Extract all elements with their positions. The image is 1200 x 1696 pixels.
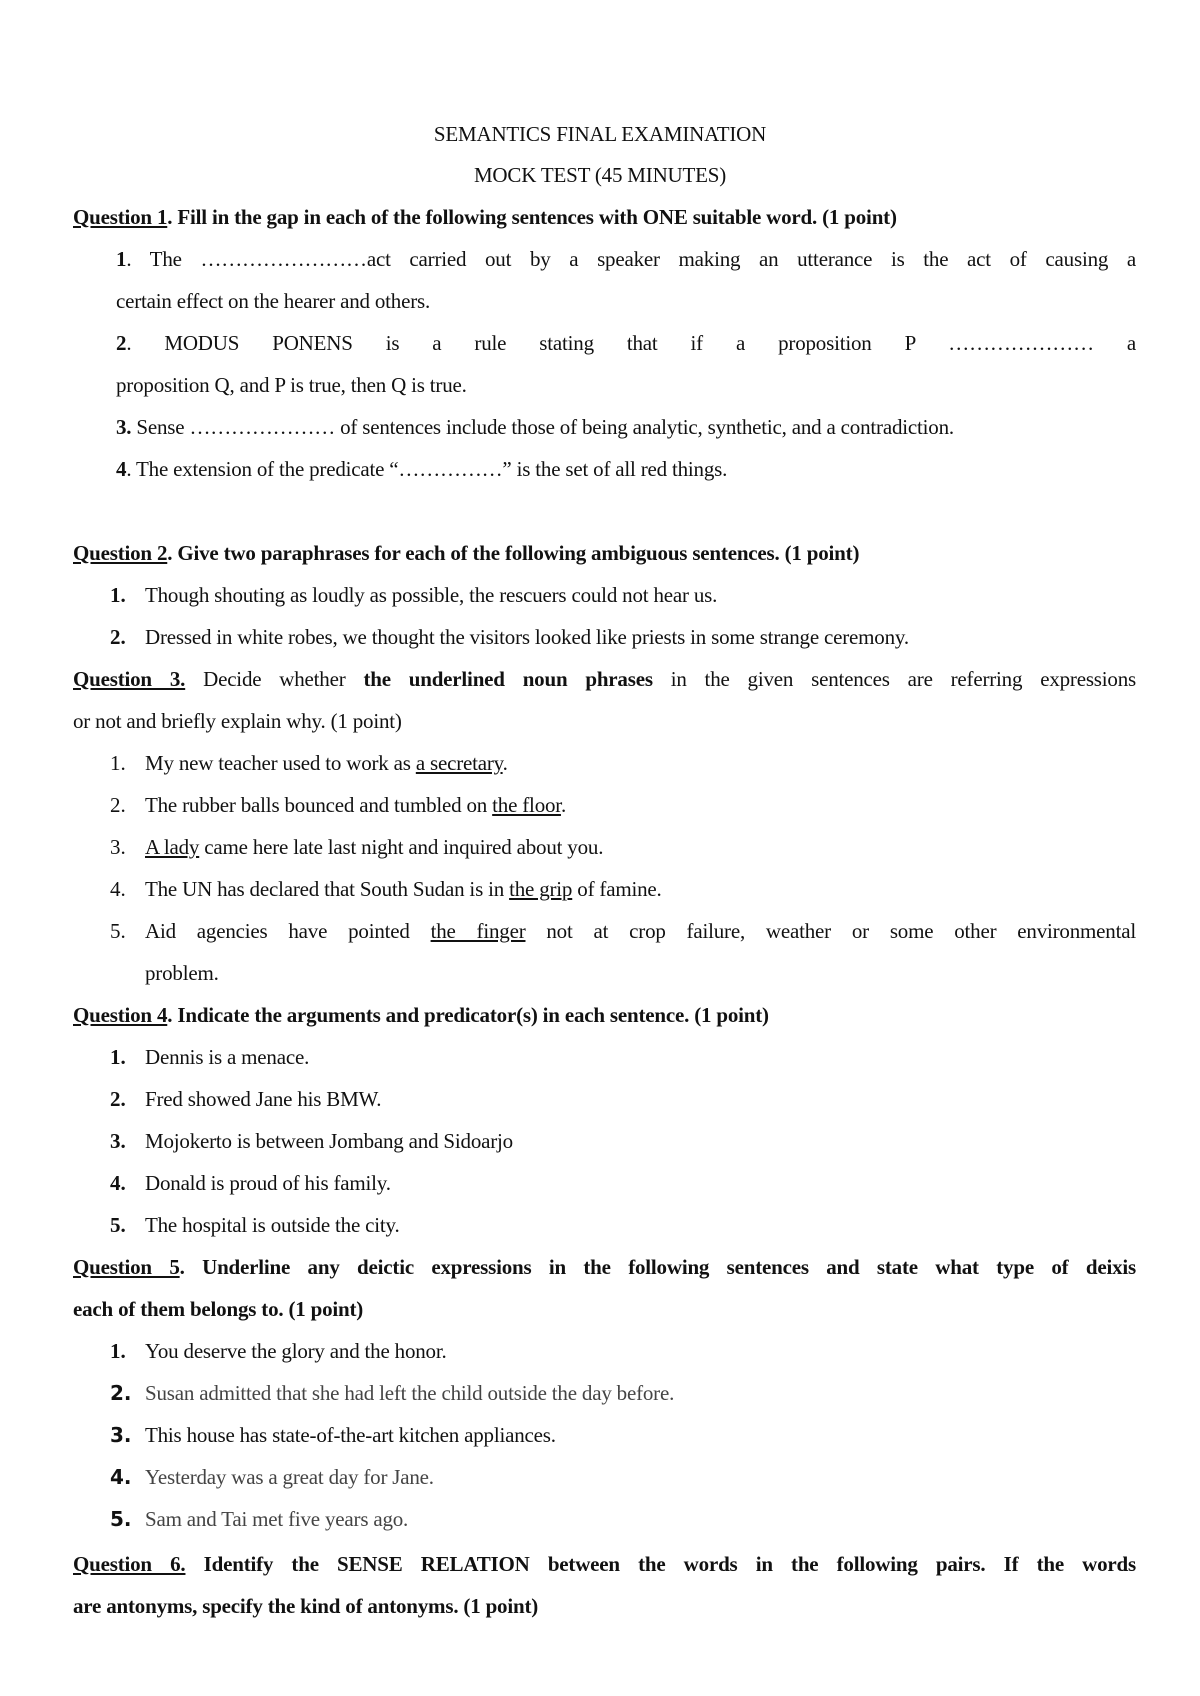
question-prompt: Identify the SENSE RELATION between the words in the following pairs. If the words xyxy=(185,1552,1136,1576)
list-item: The hospital is outside the city. xyxy=(145,1213,400,1237)
question-prompt-continuation: each of them belongs to. (1 point) xyxy=(73,1297,364,1321)
list-item: My new teacher used to work as a secretary. xyxy=(145,751,508,775)
question-prompt: . Underline any deictic expressions in the following sentences and state what type of deixis xyxy=(179,1255,1137,1279)
underlined-noun-phrase: the grip xyxy=(509,877,573,901)
list-item: Yesterday was a great day for Jane. xyxy=(145,1465,434,1489)
item-number: 1. xyxy=(110,1339,126,1363)
item-number: 3. xyxy=(110,1129,126,1153)
underlined-noun-phrase: the finger xyxy=(430,919,526,943)
question-prompt: . Indicate the arguments and predicator(s) in each sentence. (1 point) xyxy=(167,1003,769,1027)
question-prompt: Decide whether xyxy=(185,667,364,691)
item-number: 4 xyxy=(116,457,127,481)
list-item: The UN has declared that South Sudan is in the grip of famine. xyxy=(145,877,662,901)
question-label: Question 5 xyxy=(73,1255,180,1279)
item-number: 2. xyxy=(110,625,126,649)
list-item-continuation: proposition Q, and P is true, then Q is true. xyxy=(116,373,467,397)
underlined-noun-phrase: a secretary xyxy=(415,751,503,775)
list-item: You deserve the glory and the honor. xyxy=(145,1339,447,1363)
item-text: Sense ………………… of sentences include those of being analytic, synthetic, and a contradiction. xyxy=(131,415,954,439)
item-text: . The extension of the predicate “……………” is the set of all red things. xyxy=(126,457,728,481)
item-number: 1 xyxy=(116,247,127,271)
list-item: Donald is proud of his family. xyxy=(145,1171,391,1195)
page-subtitle: MOCK TEST (45 MINUTES) xyxy=(473,163,727,187)
question-3-heading xyxy=(73,665,1136,693)
item-number: 2. xyxy=(110,1381,132,1405)
list-item: Susan admitted that she had left the child outside the day before. xyxy=(145,1381,675,1405)
item-number: 3. xyxy=(110,1423,132,1447)
list-item: Aid agencies have pointed the finger not at crop failure, weather or some other environmental xyxy=(145,919,1136,943)
question-label: Question 1 xyxy=(73,205,168,229)
item-number: 2. xyxy=(110,793,126,817)
item-number: 3. xyxy=(110,835,126,859)
underlined-noun-phrase: A lady xyxy=(145,835,200,859)
item-number: 2. xyxy=(110,1087,126,1111)
item-number: 4. xyxy=(110,877,126,901)
question-1-heading xyxy=(73,203,897,231)
question-5-heading xyxy=(73,1253,1136,1281)
question-prompt-emphasis: the underlined noun phrases xyxy=(363,667,653,691)
item-number: 5. xyxy=(110,919,126,943)
item-number: 1. xyxy=(110,751,126,775)
list-item xyxy=(116,329,1136,357)
list-item: Sam and Tai met five years ago. xyxy=(145,1507,409,1531)
list-item xyxy=(116,413,954,441)
question-label: Question 3. xyxy=(73,667,186,691)
item-number: 5. xyxy=(110,1507,132,1531)
list-item: The rubber balls bounced and tumbled on the floor. xyxy=(145,793,566,817)
list-item-continuation: problem. xyxy=(145,961,219,985)
item-number: 5. xyxy=(110,1213,126,1237)
list-item: Mojokerto is between Jombang and Sidoarjo xyxy=(145,1129,513,1153)
item-number: 2 xyxy=(116,331,127,355)
question-prompt-continuation: or not and briefly explain why. (1 point) xyxy=(73,709,402,733)
list-item xyxy=(116,455,727,483)
underlined-noun-phrase: the floor xyxy=(492,793,561,817)
list-item: Fred showed Jane his BMW. xyxy=(145,1087,382,1111)
list-item: Dressed in white robes, we thought the visitors looked like priests in some strange ceremony. xyxy=(145,625,909,649)
item-number: 1. xyxy=(110,583,126,607)
item-number: 1. xyxy=(110,1045,126,1069)
question-label: Question 2 xyxy=(73,541,168,565)
item-number: 3. xyxy=(116,415,132,439)
list-item: A lady came here late last night and inquired about you. xyxy=(145,835,604,859)
question-prompt-continuation: are antonyms, specify the kind of antonyms. (1 point) xyxy=(73,1594,539,1618)
question-prompt: . Fill in the gap in each of the following sentences with ONE suitable word. (1 point) xyxy=(167,205,897,229)
question-6-heading xyxy=(73,1550,1136,1578)
question-prompt: . Give two paraphrases for each of the following ambiguous sentences. (1 point) xyxy=(167,541,860,565)
list-item-continuation: certain effect on the hearer and others. xyxy=(116,289,431,313)
item-number: 4. xyxy=(110,1171,126,1195)
list-item: Though shouting as loudly as possible, the rescuers could not hear us. xyxy=(145,583,718,607)
question-2-heading xyxy=(73,539,859,567)
page-title: SEMANTICS FINAL EXAMINATION xyxy=(433,122,767,146)
question-label: Question 4 xyxy=(73,1003,168,1027)
item-text: . MODUS PONENS is a rule stating that if a proposition P ………………… a xyxy=(126,331,1136,355)
question-4-heading xyxy=(73,1001,769,1029)
question-label: Question 6. xyxy=(73,1552,186,1576)
question-prompt: in the given sentences are referring expressions xyxy=(652,667,1136,691)
list-item: This house has state-of-the-art kitchen appliances. xyxy=(145,1423,556,1447)
list-item: Dennis is a menace. xyxy=(145,1045,310,1069)
list-item xyxy=(116,245,1136,273)
item-text: . The ……………………act carried out by a speaker making an utterance is the act of causing a xyxy=(126,247,1136,271)
item-number: 4. xyxy=(110,1465,132,1489)
